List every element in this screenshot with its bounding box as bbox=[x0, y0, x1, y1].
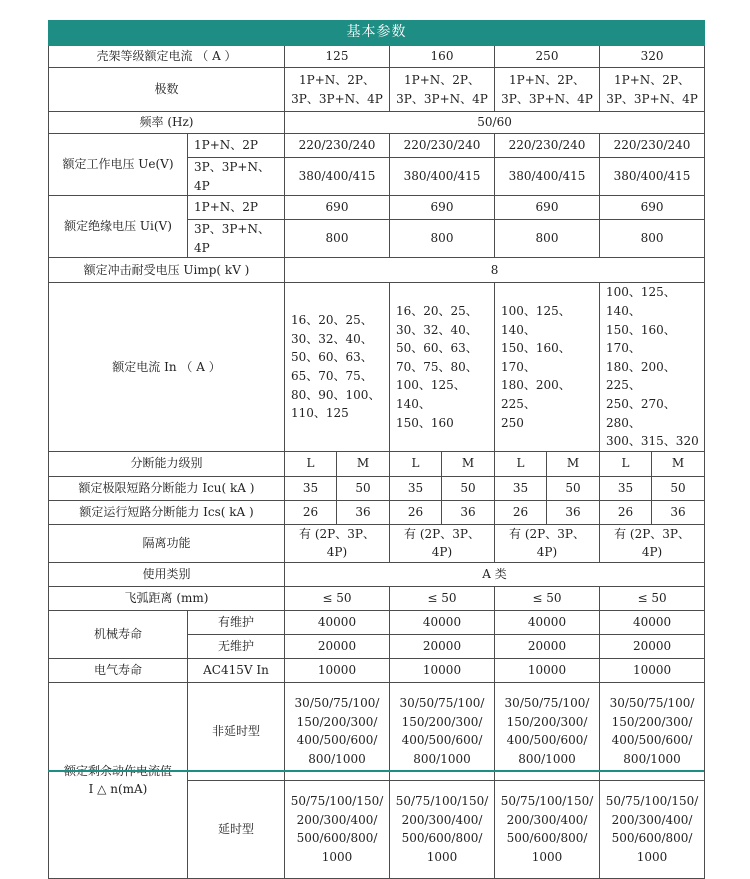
level-m: M bbox=[337, 451, 390, 476]
rc-line: 30/50/75/100/ bbox=[294, 696, 380, 711]
in-line: 50、60、63、 bbox=[291, 350, 373, 365]
row-electrical-life bbox=[49, 658, 705, 682]
mech-with-250: 40000 bbox=[495, 610, 600, 634]
ics-m: 36 bbox=[442, 500, 495, 524]
row-rated-current-in bbox=[49, 283, 705, 451]
residual-label-line: I △ n(mA) bbox=[88, 782, 148, 797]
in-values-160 bbox=[390, 283, 495, 451]
elec-160: 10000 bbox=[390, 658, 495, 682]
rc-line: 400/500/600/ bbox=[611, 733, 693, 748]
in-line: 110、125 bbox=[291, 406, 349, 421]
poles-250 bbox=[495, 68, 600, 112]
mech-without-125: 20000 bbox=[285, 634, 390, 658]
ics-l: 26 bbox=[495, 500, 547, 524]
ue-160-1: 220/230/240 bbox=[390, 134, 495, 158]
mech-with-125: 40000 bbox=[285, 610, 390, 634]
ui-poles-1: 1P+N、2P bbox=[188, 196, 285, 220]
in-line: 150、160、170、 bbox=[606, 322, 676, 356]
isolation-160: 有 (2P、3P、4P) bbox=[390, 524, 495, 562]
label-rated-voltage-ue: 额定工作电压 Ue(V) bbox=[49, 134, 188, 196]
rc-line: 800/1000 bbox=[623, 752, 681, 766]
poles-line: 3P、3P+N、4P bbox=[606, 91, 698, 106]
delay-label: 延时型 bbox=[188, 780, 285, 878]
rc-line: 500/600/800/ bbox=[401, 831, 483, 846]
rc-line: 1000 bbox=[531, 850, 563, 864]
electrical-life-condition: AC415V In bbox=[188, 658, 285, 682]
frequency-value: 50/60 bbox=[285, 112, 705, 134]
in-line: 50、60、63、 bbox=[396, 341, 478, 356]
icu-m: 50 bbox=[442, 476, 495, 500]
in-line: 70、75、80、 bbox=[396, 359, 478, 374]
in-values-125 bbox=[285, 283, 390, 451]
utilization-category-value: A 类 bbox=[285, 562, 705, 586]
poles-line: 1P+N、2P、 bbox=[404, 72, 480, 87]
basic-parameters-table bbox=[48, 20, 705, 879]
row-breaking-level bbox=[49, 451, 705, 476]
label-mechanical-life: 机械寿命 bbox=[49, 610, 188, 658]
in-line: 250 bbox=[501, 415, 524, 430]
in-line: 180、200、225、 bbox=[606, 359, 676, 393]
ui-160-1: 690 bbox=[390, 196, 495, 220]
ics-l: 26 bbox=[600, 500, 652, 524]
label-ics: 额定运行短路分断能力 Ics( kA ) bbox=[49, 500, 285, 524]
in-line: 80、90、100、 bbox=[291, 387, 381, 402]
impulse-voltage-value: 8 bbox=[285, 258, 705, 283]
bottom-accent-line bbox=[48, 770, 704, 772]
ics-l: 26 bbox=[285, 500, 337, 524]
row-mechanical-life-1 bbox=[49, 610, 705, 634]
label-electrical-life: 电气寿命 bbox=[49, 658, 188, 682]
label-impulse-voltage: 额定冲击耐受电压 Uimp( kV ) bbox=[49, 258, 285, 283]
label-frame-rated-current: 壳架等级额定电流 （ A ） bbox=[49, 46, 285, 68]
delay-160 bbox=[390, 780, 495, 878]
rc-line: 150/200/300/ bbox=[296, 714, 378, 729]
ui-125-1: 690 bbox=[285, 196, 390, 220]
rc-line: 30/50/75/100/ bbox=[399, 696, 485, 711]
rc-line: 200/300/400/ bbox=[401, 812, 483, 827]
delay-125 bbox=[285, 780, 390, 878]
ics-m: 36 bbox=[652, 500, 705, 524]
label-residual-current bbox=[49, 682, 188, 878]
ui-250-1: 690 bbox=[495, 196, 600, 220]
label-arc-distance: 飞弧距离 (mm) bbox=[49, 586, 285, 610]
level-l: L bbox=[600, 451, 652, 476]
rc-line: 50/75/100/150/ bbox=[605, 794, 699, 809]
in-line: 16、20、25、 bbox=[396, 303, 478, 318]
row-ui-1 bbox=[49, 196, 705, 220]
rc-line: 800/1000 bbox=[518, 752, 576, 766]
rc-line: 200/300/400/ bbox=[506, 812, 588, 827]
rc-line: 30/50/75/100/ bbox=[504, 696, 590, 711]
icu-l: 35 bbox=[285, 476, 337, 500]
level-l: L bbox=[285, 451, 337, 476]
icu-l: 35 bbox=[390, 476, 442, 500]
ue-250-1: 220/230/240 bbox=[495, 134, 600, 158]
level-l: L bbox=[390, 451, 442, 476]
label-icu: 额定极限短路分断能力 Icu( kA ) bbox=[49, 476, 285, 500]
delay-320 bbox=[600, 780, 705, 878]
non-delay-250 bbox=[495, 682, 600, 780]
mech-with-320: 40000 bbox=[600, 610, 705, 634]
frame-125: 125 bbox=[285, 46, 390, 68]
rc-line: 400/500/600/ bbox=[401, 733, 483, 748]
rc-line: 50/75/100/150/ bbox=[290, 794, 384, 809]
in-line: 100、125、140、 bbox=[396, 378, 466, 411]
in-line: 150、160 bbox=[396, 415, 454, 430]
icu-l: 35 bbox=[495, 476, 547, 500]
label-isolation: 隔离功能 bbox=[49, 524, 285, 562]
row-isolation bbox=[49, 524, 705, 562]
ui-160-2: 800 bbox=[390, 220, 495, 258]
ui-250-2: 800 bbox=[495, 220, 600, 258]
level-l: L bbox=[495, 451, 547, 476]
row-frame-rated-current bbox=[49, 46, 705, 68]
mech-without-250: 20000 bbox=[495, 634, 600, 658]
label-rated-current-in: 额定电流 In （ A ） bbox=[49, 283, 285, 451]
rc-line: 800/1000 bbox=[308, 752, 366, 766]
elec-125: 10000 bbox=[285, 658, 390, 682]
rc-line: 150/200/300/ bbox=[401, 714, 483, 729]
rc-line: 800/1000 bbox=[413, 752, 471, 766]
isolation-250: 有 (2P、3P、4P) bbox=[495, 524, 600, 562]
rc-line: 500/600/800/ bbox=[611, 831, 693, 846]
rc-line: 500/600/800/ bbox=[506, 831, 588, 846]
rc-line: 30/50/75/100/ bbox=[609, 696, 695, 711]
ue-125-1: 220/230/240 bbox=[285, 134, 390, 158]
mech-without-160: 20000 bbox=[390, 634, 495, 658]
poles-line: 1P+N、2P、 bbox=[509, 72, 585, 87]
rc-line: 1000 bbox=[426, 850, 458, 864]
with-maintenance-label: 有维护 bbox=[188, 610, 285, 634]
in-line: 100、125、140、 bbox=[501, 303, 571, 337]
elec-250: 10000 bbox=[495, 658, 600, 682]
rc-line: 150/200/300/ bbox=[506, 714, 588, 729]
label-frequency: 频率 (Hz) bbox=[49, 112, 285, 134]
in-line: 250、270、280、 bbox=[606, 396, 676, 430]
delay-250 bbox=[495, 780, 600, 878]
row-residual-non-delay bbox=[49, 682, 705, 780]
icu-l: 35 bbox=[600, 476, 652, 500]
rc-line: 50/75/100/150/ bbox=[500, 794, 594, 809]
row-ics bbox=[49, 500, 705, 524]
rc-line: 400/500/600/ bbox=[296, 733, 378, 748]
mech-with-160: 40000 bbox=[390, 610, 495, 634]
ui-poles-2: 3P、3P+N、4P bbox=[188, 220, 285, 258]
poles-line: 1P+N、2P、 bbox=[614, 72, 691, 87]
non-delay-125 bbox=[285, 682, 390, 780]
rc-line: 400/500/600/ bbox=[506, 733, 588, 748]
ics-l: 26 bbox=[390, 500, 442, 524]
icu-m: 50 bbox=[547, 476, 600, 500]
frame-250: 250 bbox=[495, 46, 600, 68]
isolation-125: 有 (2P、3P、4P) bbox=[285, 524, 390, 562]
in-line: 16、20、25、 bbox=[291, 313, 373, 328]
arc-125: ≤ 50 bbox=[285, 586, 390, 610]
arc-250: ≤ 50 bbox=[495, 586, 600, 610]
arc-320: ≤ 50 bbox=[600, 586, 705, 610]
non-delay-160 bbox=[390, 682, 495, 780]
level-m: M bbox=[547, 451, 600, 476]
rc-line: 150/200/300/ bbox=[611, 714, 693, 729]
ics-m: 36 bbox=[547, 500, 600, 524]
row-utilization-category bbox=[49, 562, 705, 586]
row-poles bbox=[49, 68, 705, 112]
ue-poles-1: 1P+N、2P bbox=[188, 134, 285, 158]
in-line: 100、125、140、 bbox=[606, 285, 676, 318]
frame-320: 320 bbox=[600, 46, 705, 68]
in-line: 300、315、320 bbox=[606, 434, 699, 449]
ue-320-2: 380/400/415 bbox=[600, 158, 705, 196]
ue-125-2: 380/400/415 bbox=[285, 158, 390, 196]
in-values-250 bbox=[495, 283, 600, 451]
table-title: 基本参数 bbox=[49, 21, 705, 46]
poles-line: 1P+N、2P、 bbox=[299, 72, 375, 87]
level-m: M bbox=[652, 451, 705, 476]
ui-125-2: 800 bbox=[285, 220, 390, 258]
mech-without-320: 20000 bbox=[600, 634, 705, 658]
ics-m: 36 bbox=[337, 500, 390, 524]
row-icu bbox=[49, 476, 705, 500]
poles-160 bbox=[390, 68, 495, 112]
level-m: M bbox=[442, 451, 495, 476]
poles-line: 3P、3P+N、4P bbox=[501, 91, 593, 106]
ue-160-2: 380/400/415 bbox=[390, 158, 495, 196]
label-poles: 极数 bbox=[49, 68, 285, 112]
rc-line: 50/75/100/150/ bbox=[395, 794, 489, 809]
rc-line: 200/300/400/ bbox=[611, 812, 693, 827]
in-line: 30、32、40、 bbox=[396, 322, 478, 337]
rc-line: 1000 bbox=[321, 850, 353, 864]
poles-line: 3P、3P+N、4P bbox=[396, 91, 488, 106]
poles-320 bbox=[600, 68, 705, 112]
elec-320: 10000 bbox=[600, 658, 705, 682]
in-line: 180、200、225、 bbox=[501, 378, 571, 411]
non-delay-label: 非延时型 bbox=[188, 682, 285, 780]
in-line: 150、160、170、 bbox=[501, 341, 571, 374]
label-breaking-level: 分断能力级别 bbox=[49, 451, 285, 476]
label-rated-insulation-ui: 额定绝缘电压 Ui(V) bbox=[49, 196, 188, 258]
without-maintenance-label: 无维护 bbox=[188, 634, 285, 658]
arc-160: ≤ 50 bbox=[390, 586, 495, 610]
ui-320-1: 690 bbox=[600, 196, 705, 220]
ue-250-2: 380/400/415 bbox=[495, 158, 600, 196]
row-impulse-voltage bbox=[49, 258, 705, 283]
isolation-320: 有 (2P、3P、4P) bbox=[600, 524, 705, 562]
label-utilization-category: 使用类别 bbox=[49, 562, 285, 586]
in-values-320 bbox=[600, 283, 705, 451]
in-line: 30、32、40、 bbox=[291, 331, 373, 346]
poles-line: 3P、3P+N、4P bbox=[291, 91, 383, 106]
row-arc-distance bbox=[49, 586, 705, 610]
ui-320-2: 800 bbox=[600, 220, 705, 258]
rc-line: 1000 bbox=[636, 850, 668, 864]
rc-line: 200/300/400/ bbox=[296, 812, 378, 827]
title-row bbox=[49, 21, 705, 46]
poles-125 bbox=[285, 68, 390, 112]
in-line: 65、70、75、 bbox=[291, 369, 373, 384]
row-frequency bbox=[49, 112, 705, 134]
non-delay-320 bbox=[600, 682, 705, 780]
row-ue-1 bbox=[49, 134, 705, 158]
frame-160: 160 bbox=[390, 46, 495, 68]
ue-poles-2: 3P、3P+N、4P bbox=[188, 158, 285, 196]
ue-320-1: 220/230/240 bbox=[600, 134, 705, 158]
icu-m: 50 bbox=[652, 476, 705, 500]
icu-m: 50 bbox=[337, 476, 390, 500]
rc-line: 500/600/800/ bbox=[296, 831, 378, 846]
